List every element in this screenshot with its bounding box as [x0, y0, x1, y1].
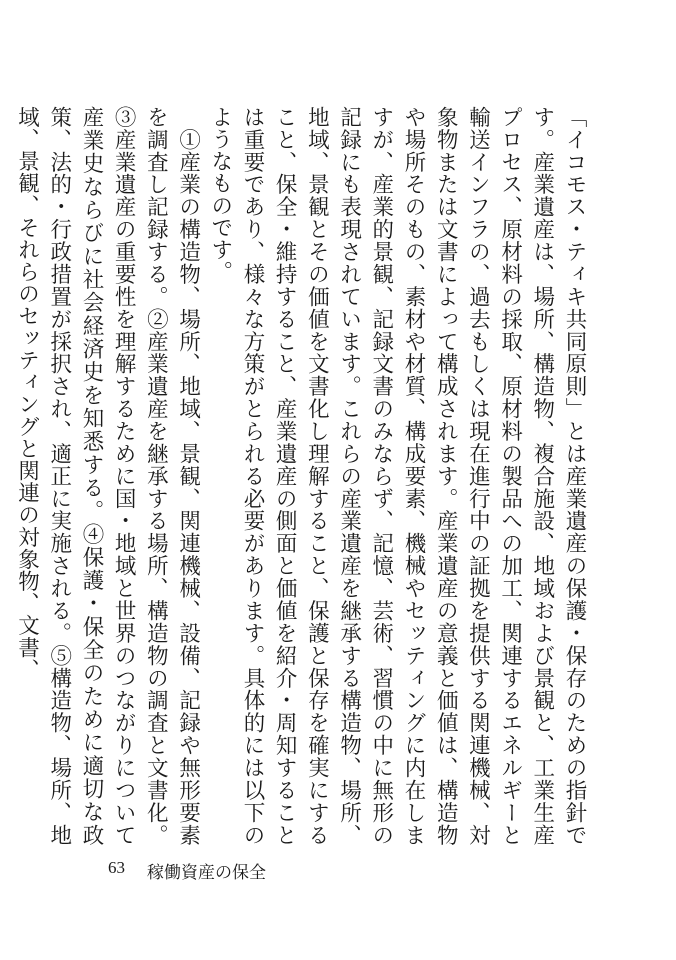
paragraph-2: ①産業の構造物、場所、地域、景観、関連機械、設備、記録や無形要素を調査し記録する。②産業遺産を継承する場所、構造物の調査と文書化。③産業遺産の重要性を理解するために国・地域と世界のつながりについて産業史ならびに社会経済史を知悉する。④保護・保全のために適切な政策、法的・行政措置が採択され、適正に実施される。⑤構造物、場所、地域、景観、それらのセッティングと関連の対象物、文書、	[14, 106, 201, 846]
page-footer	[108, 858, 266, 883]
running-title: 稼働資産の保全	[147, 863, 266, 883]
paragraph-1: 「イコモス・ティキ共同原則」とは産業遺産の保護・保存のための指針です。産業遺産は、場所、構造物、複合施設、地域および景観と、工業生産プロセス、原材料の採取、原材料の製品への加工、関連するエネルギーと輸送インフラの、過去もしくは現在進行中の証拠を提供する関連機械、対象物または文書によって構成されます。産業遺産の意義と価値は、構造物や場所そのもの、素材や材質、構成要素、機械やセッティングに内在しますが、産業的景観、記録文書のみならず、記憶、芸術、習慣の中に無形の記録にも表現されています。これらの産業遺産を継承する構造物、場所、地域、景観とその価値を文書化し理解すること、保護と保存を確実にすること、保全・維持すること、産業遺産の側面と価値を紹介・周知することは重要であり、様々な方策がとられる必要があります。具体的には以下のようなものです。	[207, 106, 587, 846]
page-number: 63	[108, 858, 125, 877]
vertical-body-text	[14, 106, 590, 846]
